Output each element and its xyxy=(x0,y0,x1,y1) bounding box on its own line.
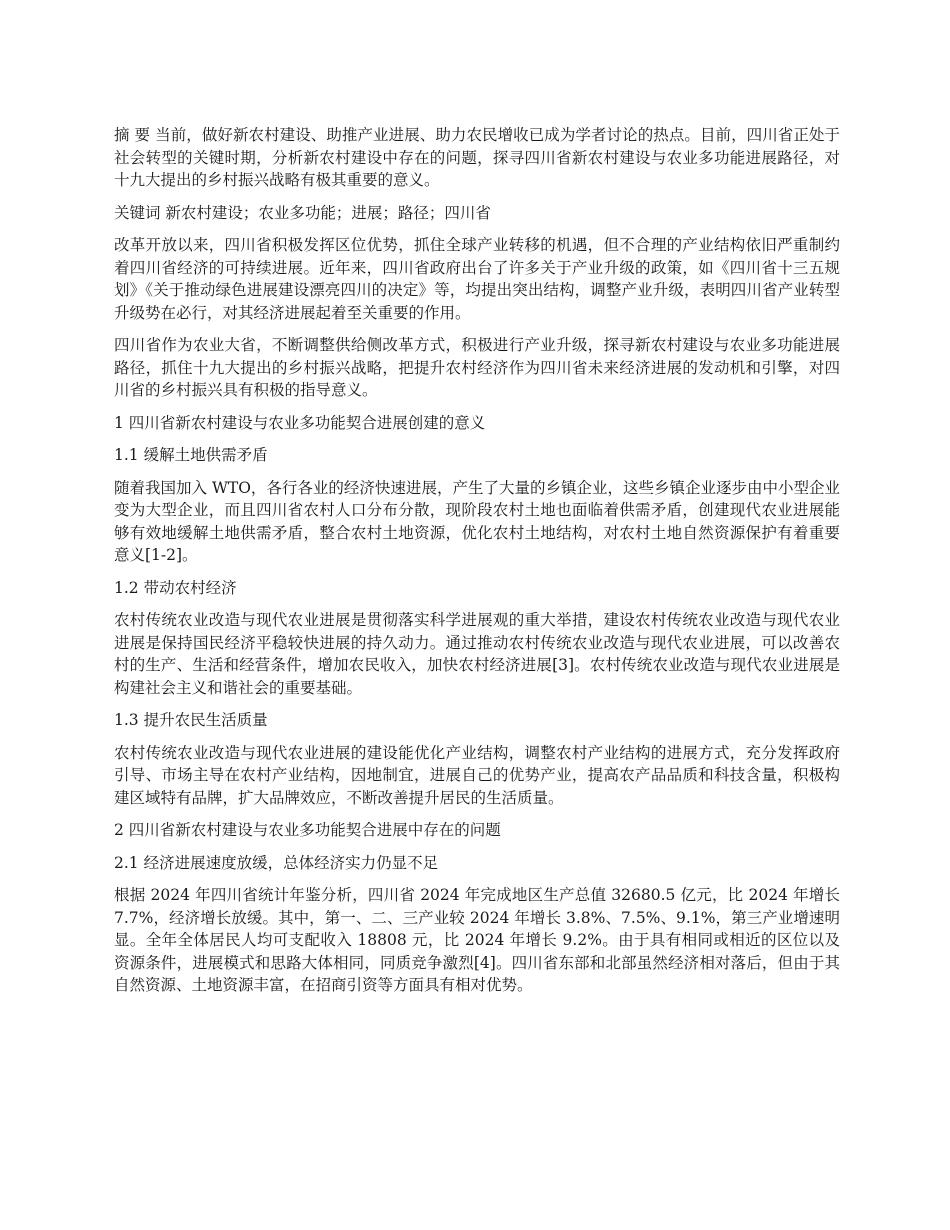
section-1-heading: 1 四川省新农村建设与农业多功能契合进展创建的意义 xyxy=(114,413,486,432)
subsection-1-2-paragraph: 农村传统农业改造与现代农业进展是贯彻落实科学进展观的重大举措，建设农村传统农业改造与现代农业进展是保持国民经济平稳较快进展的持久动力。通过推动农村传统农业改造与现代农业进展，可以改善农村的生产、生活和经营条件，增加农民收入，加快农村经济进展[3]。农村传统农业改造与现代农业进展是构建社会主义和谐社会的重要基础。 xyxy=(114,611,840,697)
keywords-line: 关键词 新农村建设；农业多功能；进展；路径；四川省 xyxy=(114,203,491,222)
intro-paragraph-1: 改革开放以来，四川省积极发挥区位优势，抓住全球产业转移的机遇，但不合理的产业结构依旧严重制约着四川省经济的可持续进展。近年来，四川省政府出台了许多关于产业升级的政策，如《四川省十三五规划》《关于推动绿色进展建设漂亮四川的决定》等，均提出突出结构，调整产业升级，表明四川省产业转型升级势在必行，对其经济进展起着至关重要的作用。 xyxy=(114,236,840,322)
intro-paragraph-2: 四川省作为农业大省，不断调整供给侧改革方式，积极进行产业升级，探寻新农村建设与农业多功能进展路径，抓住十九大提出的乡村振兴战略，把提升农村经济作为四川省未来经济进展的发动机和引擎，对四川省的乡村振兴具有积极的指导意义。 xyxy=(114,336,840,399)
subsection-2-1-paragraph: 根据 2024 年四川省统计年鉴分析，四川省 2024 年完成地区生产总值 32680.5 亿元，比 2024 年增长 7.7%，经济增长放缓。其中，第一、二、三产业较 2024 年增长 3.8%、7.5%、9.1%，第三产业增速明显。全年全体居民人均可支配收入 18808 元，比 2024 年增长 9.2%。由于具有相同或相近的区位以及资源条件，进展模式和思路大体相同，同质竞争激烈[4]。四川省东部和北部虽然经济相对落后，但由于其自然资源、土地资源丰富，在招商引资等方面具有相对优势。 xyxy=(114,886,840,994)
subsection-1-3-paragraph: 农村传统农业改造与现代农业进展的建设能优化产业结构，调整农村产业结构的进展方式，充分发挥政府引导、市场主导在农村产业结构，因地制宜，进展自己的优势产业，提高农产品品质和科技含量，积极构建区域特有品牌，扩大品牌效应，不断改善提升居民的生活质量。 xyxy=(114,743,840,807)
subsection-1-3-heading: 1.3 提升农民生活质量 xyxy=(114,711,268,729)
section-2-heading: 2 四川省新农村建设与农业多功能契合进展中存在的问题 xyxy=(114,821,501,839)
abstract-paragraph: 摘 要 当前，做好新农村建设、助推产业进展、助力农民增收已成为学者讨论的热点。目前，四川省正处于社会转型的关键时期，分析新农村建设中存在的问题，探寻四川省新农村建设与农业多功能进展路径，对十九大提出的乡村振兴战略有极其重要的意义。 xyxy=(114,126,840,189)
document-body xyxy=(114,124,840,1007)
subsection-1-1-heading: 1.1 缓解土地供需矛盾 xyxy=(114,446,268,464)
subsection-2-1-heading: 2.1 经济进展速度放缓，总体经济实力仍显不足 xyxy=(114,853,439,872)
subsection-1-1-paragraph: 随着我国加入 WTO，各行各业的经济快速进展，产生了大量的乡镇企业，这些乡镇企业逐步由中小型企业变为大型企业，而且四川省农村人口分布分散，现阶段农村土地也面临着供需矛盾，创建现代农业进展能够有效地缓解土地供需矛盾，整合农村土地资源，优化农村土地结构，对农村土地自然资源保护有着重要意义[1-2]。 xyxy=(114,478,840,564)
subsection-1-2-heading: 1.2 带动农村经济 xyxy=(114,578,237,597)
